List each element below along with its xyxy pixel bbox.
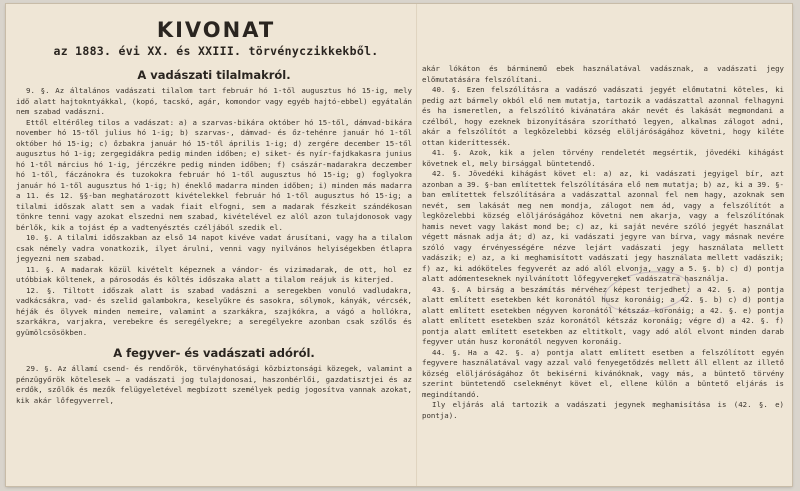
paper-fold	[416, 4, 418, 486]
paragraph-42: 42. §. Jövedéki kihágást követ el: a) az, ki vadászati jegyigel bír, azt azonban a 39. §-ban említettek felszólítására elő nem mutatja; b) az, ki a 39. §-ban említettek felszólítására a vadászattal azonnal fel nem hagy, azoknak sem nevét, sem lakását meg nem mondja, zálogot nem ád, vagy a felszólítót a legközelebbi község elöljáróságához követni nem akarja, vagy a felszólítónak hamis nevet vagy lakást mond be; c) az, ki saját nevére szóló jegyét használat végett másnak adja át; d) az, ki vadászati jegyre van bírva, vagy másnak nevére szóló vagy érvényességére nézve lejárt vadászati jegy használata mellett vadászik; e) az, a ki meghamisított vadászati jegy használata mellett vadászik; f) az, ki adóköteles fegyverét az adó alól elvonja, vagy a 5. §. b) c) d) pontja alatt adómenteseknek nyilvánított lőfegyvereket vadászatra használja.	[422, 169, 784, 283]
document-subtitle: az 1883. évi XX. és XXIII. törvényczikkekből.	[53, 44, 379, 58]
right-column	[422, 64, 784, 421]
paragraph-12: 12. §. Tiltott időszak alatt is szabad vadászni a seregekben vonuló vadludakra, vadkácsákra, vad- és szelid galambokra, keselyűkre és sasokra, sólymok, kányák, vércsék, héják és ölyvek minden nemeire, valamint a szarkákra, szajkókra, a vágó a hollókra, szarkákra, varjakra, verebekre és seregélyekre; a seregélyekre azonban csak szőlős és gyümölcsösökben.	[16, 285, 412, 337]
paragraph-43: 43. §. A birság a beszámítás mérvéhez képest terjedhet: a 42. §. a) pontja alatt említett esetekben két koronától husz koronáig; a 42. §. b) c) d) pontja alatt említett esetekben négyven koronától kétszáz koronáig; a 42. §. e) pontja alatt említett esetekben száz koronától kétszáz koronáig; végre d) a 42. §. f) pontja alatt említett esetekben az eltitkolt, vagy adó alól elvont minden darab fegyver után husz koronától negyven koronáig.	[422, 284, 784, 346]
paragraph-29-continued: akár lókáton és bárminemű ebek használatával vadásznak, a vadászati jegy előmutatására felszólítani.	[422, 64, 784, 84]
paragraph-41: 41. §. Azok, kik a jelen törvény rendeletét megsértik, jövedéki kihágást követnek el, mely birsággal büntetendő.	[422, 148, 784, 168]
document-header	[6, 4, 426, 58]
paragraph-11: 11. §. A madarak közül kivételt képeznek a vándor- és vizimadarak, de ott, hol ez utóbbiak költenek, a párosodás és költés időszaka alatt a tilalom reájuk is kiterjed.	[16, 264, 412, 284]
paragraph-9a: 9. §. Az általános vadászati tilalom tart február hó 1-től augusztus hó 15-ig, mely idő alatt hajtokntyákkal, (kopó, tacskó, agár, komondor vagy egyéb hajtó-ebbel) egyátalán nem szabad vadászni.	[16, 86, 413, 116]
section-title-hunting-bans: A vadászati tilalmakról.	[137, 68, 291, 82]
paragraph-29: 29. §. Az államí csend- és rendőrök, törvényhatósági közbiztonsági közegek, valamint a pénzügyőrök kötelesek – a vadászati jog tulajdonosai, haszonbérlői, gazdatisztjei és az erdők, szőlők és mezők felügyeletével megbízott személyek pedig jogosítva vannak azokat, kik akár lőfegyverrel,	[16, 364, 412, 405]
paragraph-9b: Ettől eltérőleg tilos a vadászat: a) a szarvas-bikára október hó 15-től, dámvad-bikára november hó 15-től julius hó 1-ig; b) szarvas-, dámvad- és őz-tehénre január hó 1-től október hó 15-ig; c) őzbakra január hó 15-től április 1-ig; d) zergére december 15-től augusztus hó 1-ig; zergegidákra pedig minden időben; e) siket- és nyír-fajdkakasra junius hó 1-től március hó 1-ig, jérczékre pedig minden időben; f) császár-madarakra deczember hó 1-től, fáczánokra és tuzokokra február hó 1-től augusztus hó 15-ig; g) foglyokra január hó 1-től augusztus hó 1-ig; h) éneklő madarra minden időben; i) minden más madarra a 11. és 12. §§-ban meghatározott kivételekkel február hó 1-től augusztus hó 15-ig; a tilalmi időszak alatt sem a vadak fiait elfogni, sem a madarak fészkeit szándékosan tönkre tenni vagy azokat elszedni nem szabad, kivételével ez alól azon tulajdonosok vagy bérlők, kik a tojást ép a vadtenyésztés czéljából szedik el.	[16, 117, 413, 232]
document-sheet	[6, 4, 792, 486]
paragraph-10: 10. §. A tilalmi időszakban az első 14 napot kivéve vadat árusítani, vagy ha a tilalom csak némely vadra vonatkozik, ilyet árulni, venni vagy nyilvános helyiségekben étlapra jegyezni nem szabad.	[16, 233, 412, 263]
left-column	[16, 66, 412, 406]
paragraph-40: 40. §. Ezen felszólításra a vadászó vadászati jegyét előmutatni köteles, ki pedig azt bármely okból elő nem mutatja, tartozik a vadászattal azonnal felhagyni és ha ismeretlen, a felszólító kivánatára akár nevét és lakását megmondani a czélból, hogy ezeknek bizonyítására szorítható legyen, alkalmas zálogot adni, akár a felszólítót a legközelebbi község elöljáróságához követni, hogy kiléte ottan kideríttessék.	[422, 85, 784, 147]
section-title-weapon-tax: A fegyver- és vadászati adóról.	[113, 346, 315, 360]
paragraph-44: 44. §. Ha a 42. §. a) pontja alatt említett esetben a felszólított egyén fegyvere használatával vagy azzal való fenyegetődzés mellett áll ellent az illető község elöljáróságához őt bekisérni kivánóknak, vagy más, a büntető törvény szerint büntetendő cselekményt követ el, ellene külön a büntető eljárás is megindítandó.	[422, 347, 784, 399]
paragraph-44b: Ily eljárás alá tartozik a vadászati jegynek meghamisítása is (42. §. e) pontja).	[422, 400, 784, 420]
document-title: KIVONAT	[156, 18, 276, 42]
